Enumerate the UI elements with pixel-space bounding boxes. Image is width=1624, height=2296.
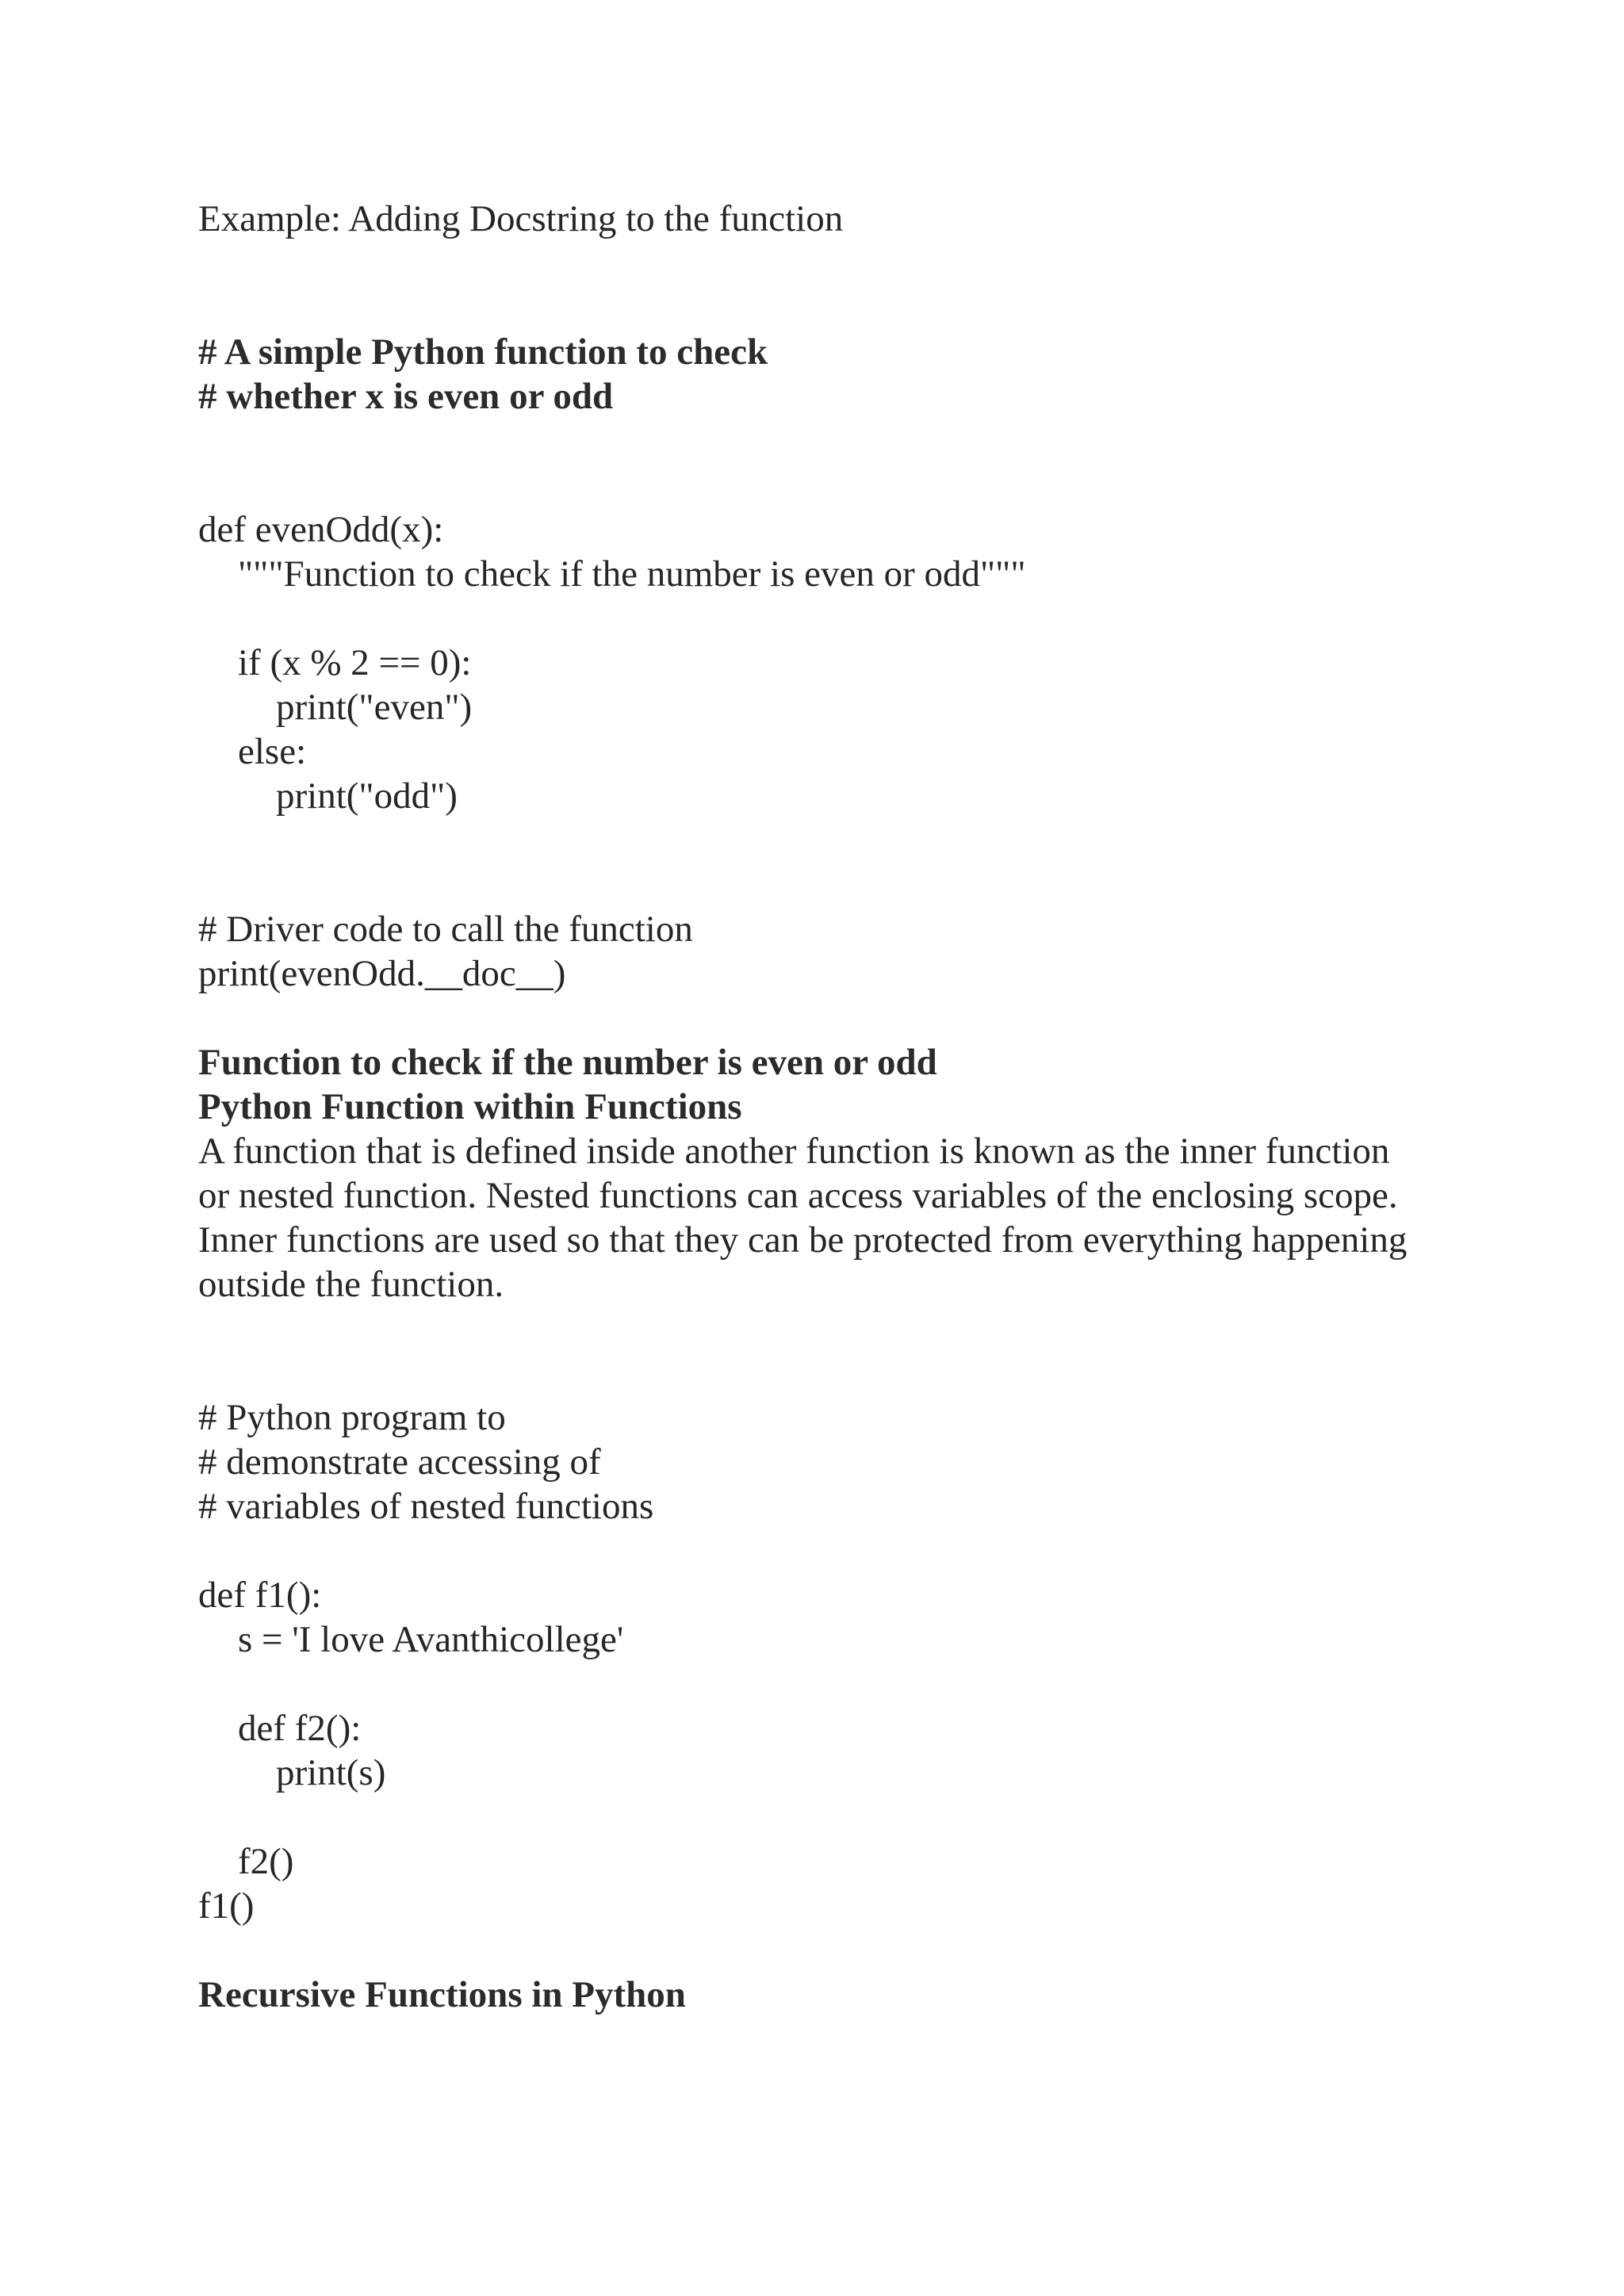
paragraph-line-3: Inner functions are used so that they can be protected from everything happening xyxy=(198,1219,1408,1261)
code2-comment-1: # Python program to xyxy=(198,1397,506,1438)
code2-def-f2: def f2(): xyxy=(238,1708,362,1749)
code2-print-s: print(s) xyxy=(276,1752,386,1793)
driver-comment: # Driver code to call the function xyxy=(198,909,693,950)
code2-assign-s: s = 'I love Avanthicollege' xyxy=(238,1619,624,1660)
code-else-line: else: xyxy=(238,731,307,772)
paragraph-line-4: outside the function. xyxy=(198,1264,504,1305)
code2-comment-3: # variables of nested functions xyxy=(198,1486,654,1527)
section-title-nested: Python Function within Functions xyxy=(198,1086,742,1127)
example-heading: Example: Adding Docstring to the function xyxy=(198,198,844,239)
code-print-odd: print("odd") xyxy=(276,775,458,817)
driver-call: print(evenOdd.__doc__) xyxy=(198,953,566,994)
paragraph-line-2: or nested function. Nested functions can access variables of the enclosing scope. xyxy=(198,1175,1398,1216)
code-print-even: print("even") xyxy=(276,687,473,728)
code-if-line: if (x % 2 == 0): xyxy=(238,642,472,683)
bold-comment-line-1: # A simple Python function to check xyxy=(198,331,768,373)
code2-call-f2: f2() xyxy=(238,1841,294,1882)
paragraph-line-1: A function that is defined inside another function is known as the inner function xyxy=(198,1131,1390,1172)
section-title-recursive: Recursive Functions in Python xyxy=(198,1974,686,2015)
code2-def-f1: def f1(): xyxy=(198,1575,322,1616)
code-docstring: """Function to check if the number is even or odd""" xyxy=(238,553,1026,595)
code2-comment-2: # demonstrate accessing of xyxy=(198,1441,601,1483)
code2-call-f1: f1() xyxy=(198,1885,255,1927)
bold-comment-line-2: # whether x is even or odd xyxy=(198,376,614,417)
code-def-evenodd: def evenOdd(x): xyxy=(198,509,444,550)
output-line: Function to check if the number is even or odd xyxy=(198,1042,937,1083)
